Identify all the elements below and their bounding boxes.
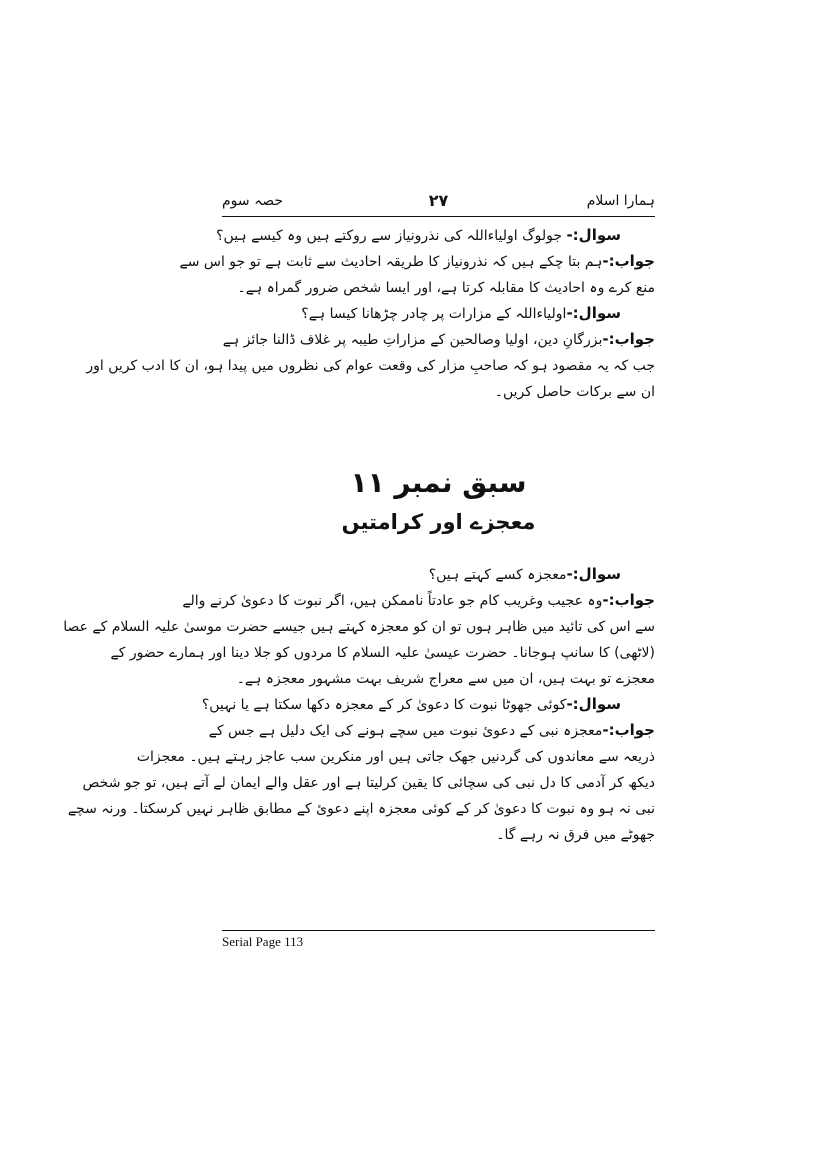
text-line: (لاٹھی) کا سانپ ہوجانا۔ حضرت عیسیٰ علیہ السلام کا مردوں کو جلا دینا اور ہمارے حضور کے xyxy=(110,645,655,661)
text-line: سوال:-معجزہ کسے کہتے ہیں؟ xyxy=(428,565,621,583)
text-line: جواب:-ہم بتا چکے ہیں کہ نذرونیاز کا طریقہ احادیث سے ثابت ہے تو جو اس سے xyxy=(179,252,655,270)
header-rule xyxy=(222,216,655,217)
text-line: جواب:-بزرگانِ دین، اولیا وصالحین کے مزاراتِ طیبہ پر غلاف ڈالنا جائز ہے xyxy=(222,330,655,348)
lesson-subtitle: معجزے اور کرامتیں xyxy=(341,510,536,534)
text-line: سوال:-کوئی جھوٹا نبوت کا دعویٰ کر کے معجزہ دکھا سکتا ہے یا نہیں؟ xyxy=(201,695,621,713)
volume-label: حصہ سوم xyxy=(222,193,284,209)
book-title: ہمارا اسلام xyxy=(586,193,655,209)
text-line: جب کہ یہ مقصود ہو کہ صاحبِ مزار کی وقعت عوام کی نظروں میں پیدا ہو، ان کا ادب کریں اور xyxy=(86,358,655,374)
text-line: جھوٹے میں فرق نہ رہے گا۔ xyxy=(496,827,655,843)
text-line: نبی نہ ہو وہ نبوت کا دعویٰ کر کے کوئی معجزہ اپنے دعوئ کے مطابق ظاہر نہیں کرسکتا۔ ورنہ سچے xyxy=(67,801,655,817)
text-line: سے اس کی تائید میں ظاہر ہوں تو ان کو معجزہ کہتے ہیں جیسے حضرت موسیٰ علیہ السلام کے عصا xyxy=(63,619,655,635)
serial-page-label: Serial Page 113 xyxy=(222,934,304,949)
text-line: منع کرے وہ احادیث کا مقابلہ کرتا ہے، اور ایسا شخص ضرور گمراہ ہے۔ xyxy=(237,280,655,296)
text-line: جواب:-معجزہ نبی کے دعوئ نبوت میں سچے ہونے کی ایک دلیل ہے جس کے xyxy=(208,721,655,739)
lesson-title: سبق نمبر ۱۱ xyxy=(350,466,527,499)
text-line: دیکھ کر آدمی کا دل نبی کی سچائی کا یقین کرلیتا ہے اور عقل والے ایمان لے آتے ہیں، تو جو شخص xyxy=(82,775,655,791)
text-line: سوال:-اولیاءاللہ کے مزارات پر چادر چڑھانا کیسا ہے؟ xyxy=(301,304,621,322)
page-header xyxy=(222,191,655,215)
text-line: جواب:-وہ عجیب وغریب کام جو عادتاً ناممکن ہیں، اگر نبوت کا دعویٰ کرنے والے xyxy=(182,591,655,609)
text-line: معجزے تو بہت ہیں، ان میں سے معراج شریف بہت مشہور معجزہ ہے۔ xyxy=(236,671,655,687)
page-number: ۲۷ xyxy=(428,191,449,210)
qa-section-2 xyxy=(63,561,655,847)
qa-section-1 xyxy=(86,222,655,404)
footer-rule xyxy=(222,930,655,931)
text-line: ان سے برکات حاصل کریں۔ xyxy=(494,384,655,400)
text-line: ذریعہ سے معاندوں کی گردنیں جھک جاتی ہیں اور منکرین سب عاجز رہتے ہیں۔ معجزات xyxy=(136,749,655,765)
text-line: سوال:- جولوگ اولیاءاللہ کی نذرونیاز سے روکتے ہیں وہ کیسے ہیں؟ xyxy=(216,226,621,244)
